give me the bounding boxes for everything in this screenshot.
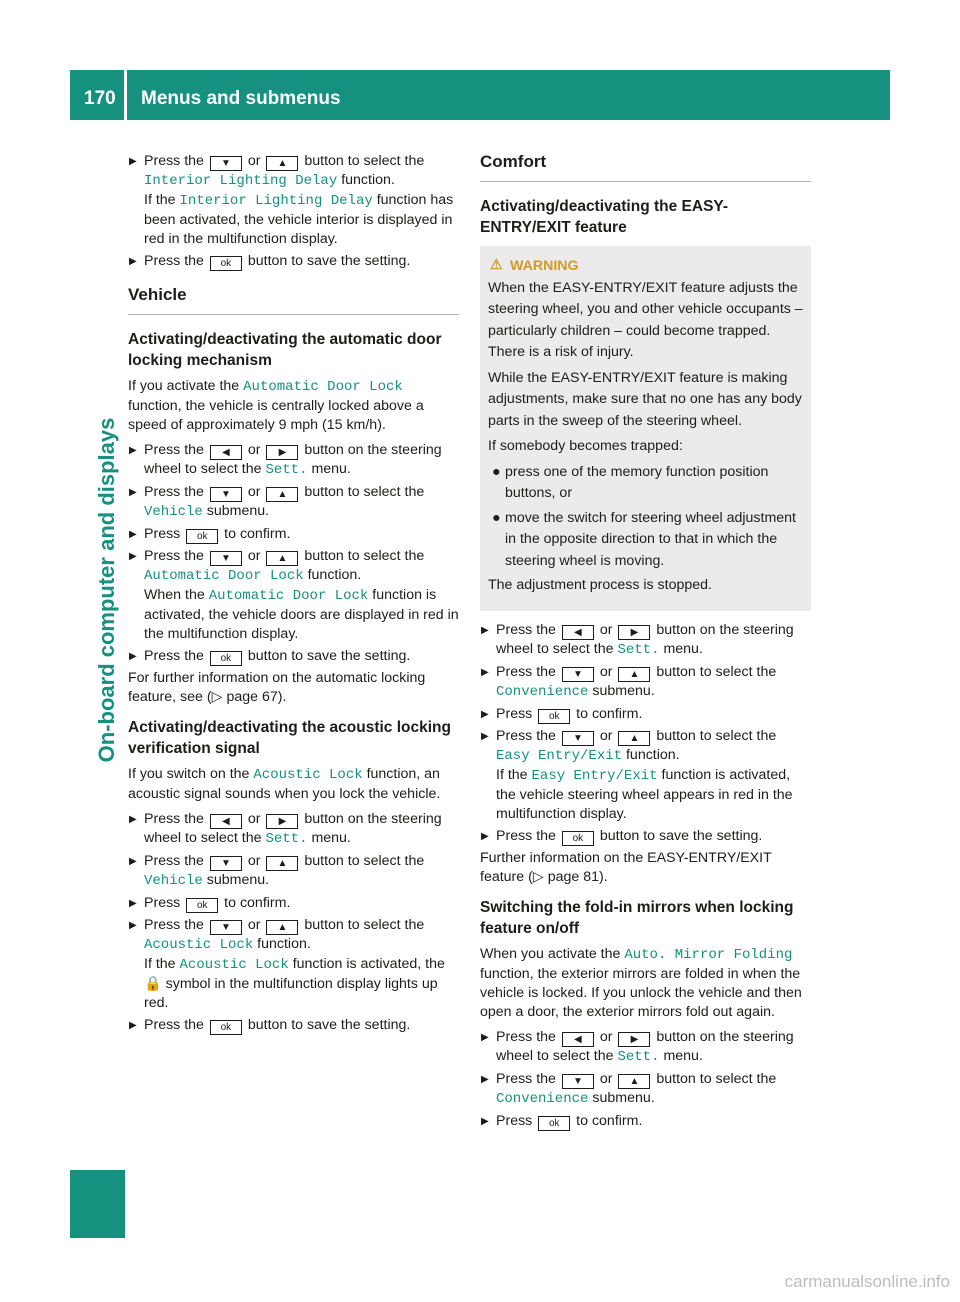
step: ▶ Press the ok button to save the setting.: [129, 648, 411, 664]
subsection-title: Activating/deactivating the acoustic locking verification signal: [128, 719, 451, 757]
chapter-label: On-board computer and displays: [94, 417, 119, 763]
arrow-icon: ▶: [481, 1115, 489, 1127]
left-column: [128, 152, 459, 1038]
right-key-icon: ▶: [618, 1032, 650, 1047]
arrow-icon: ▶: [481, 830, 489, 842]
step: ▶ Press ok to confirm.: [481, 1112, 643, 1129]
arrow-icon: ▶: [129, 856, 137, 867]
down-key-icon: ▼: [562, 731, 594, 746]
warning-text: The adjustment process is stopped.: [488, 577, 712, 593]
right-key-icon: ▶: [618, 625, 650, 640]
step: ▶ Press the ▼ or ▲ button to select the Vehicle submenu.: [129, 484, 425, 520]
header-divider: [124, 70, 127, 120]
ok-key-icon: ok: [210, 651, 242, 666]
arrow-icon: ▶: [481, 624, 489, 636]
up-key-icon: ▲: [618, 731, 650, 746]
paragraph: If you activate the Automatic Door Lock function, the vehicle is centrally locked above a speed of approximately 9 mph (15 km/h).: [128, 378, 424, 433]
step: ▶ Press the ◀ or ▶ button on the steering wheel to select the Sett. menu.: [129, 811, 442, 847]
step: ▶ Press the ▼ or ▲ button to select the Easy Entry/Exit function. If the Easy Entry/Exit function is activated, the vehicle steering wheel appears in red in the multifunction display.: [481, 727, 793, 822]
arrow-icon: ▶: [129, 487, 137, 498]
up-key-icon: ▲: [266, 856, 298, 871]
left-key-icon: ◀: [210, 814, 242, 829]
step: ▶ Press ok to confirm.: [129, 526, 291, 542]
list-item: ● move the switch for steering wheel adjustment in the opposite direction to that in which the steering wheel is moving.: [492, 509, 796, 569]
ok-key-icon: ok: [186, 529, 218, 544]
step: ▶ Press the ▼ or ▲ button to select the Convenience submenu.: [481, 1070, 777, 1107]
right-key-icon: ▶: [266, 445, 298, 460]
ok-key-icon: ok: [210, 256, 242, 271]
page-title: Menus and submenus: [141, 88, 341, 109]
warning-text: While the EASY-ENTRY/EXIT feature is making adjustments, make sure that no one has any body parts in the sweep of the steering wheel.: [488, 369, 802, 429]
warning-heading: WARNING: [510, 258, 579, 274]
chapter-marker: [70, 1170, 125, 1238]
step: ▶ Press the ▼ or ▲ button to select the Convenience submenu.: [481, 663, 777, 700]
subsection-title: Activating/deactivating the automatic door locking mechanism: [128, 331, 442, 369]
step: ▶ Press the ◀ or ▶ button on the steering wheel to select the Sett. menu.: [481, 621, 794, 658]
warning-text: If somebody becomes trapped:: [488, 438, 683, 454]
down-key-icon: ▼: [210, 856, 242, 871]
right-key-icon: ▶: [266, 814, 298, 829]
up-key-icon: ▲: [266, 920, 298, 935]
divider: [480, 181, 811, 182]
right-column: [480, 152, 811, 1134]
down-key-icon: ▼: [210, 551, 242, 566]
step: ▶ Press the ▼ or ▲ button to select the Vehicle submenu.: [129, 853, 425, 889]
menu-item-code: Interior Lighting Delay: [144, 173, 338, 189]
arrow-icon: ▶: [481, 666, 489, 678]
step: ▶ Press the ▼ or ▲ button to select the Acoustic Lock function. If the Acoustic Lock function is activated, the 🔒 symbol in the multifunction display lights up red.: [129, 917, 445, 1011]
arrow-icon: ▶: [481, 1073, 489, 1085]
arrow-icon: ▶: [481, 708, 489, 720]
up-key-icon: ▲: [618, 1074, 650, 1089]
subsection-title: Activating/deactivating the EASY-ENTRY/EXIT feature: [480, 198, 729, 236]
left-key-icon: ◀: [210, 445, 242, 460]
ok-key-icon: ok: [210, 1020, 242, 1035]
warning-text: When the EASY-ENTRY/EXIT feature adjusts the steering wheel, you and other vehicle occupants – particularly children – could become trapped. There is a risk of injury.: [488, 279, 803, 360]
step: ▶ Press the ▼ or ▲ button to select the Interior Lighting Delay function. If the Interior Lighting Delay function has been activated, the vehicle interior is displayed in red in the multifunction display.: [129, 153, 454, 247]
up-key-icon: ▲: [266, 487, 298, 502]
up-key-icon: ▲: [618, 667, 650, 682]
arrow-icon: ▶: [129, 1020, 137, 1031]
ok-key-icon: ok: [186, 898, 218, 913]
ok-key-icon: ok: [562, 831, 594, 846]
step: ▶ Press the ok button to save the setting.: [129, 253, 411, 269]
arrow-icon: ▶: [129, 920, 137, 931]
arrow-icon: ▶: [129, 529, 137, 540]
down-key-icon: ▼: [210, 156, 242, 171]
down-key-icon: ▼: [562, 1074, 594, 1089]
paragraph: When you activate the Auto. Mirror Folding function, the exterior mirrors are folded in when the vehicle is locked. If you unlock the vehicle and then open a door, the exterior mirrors fold out again.: [480, 945, 802, 1020]
arrow-icon: ▶: [481, 1031, 489, 1043]
warning-box: [480, 246, 811, 611]
step: ▶ Press ok to confirm.: [481, 705, 643, 722]
up-key-icon: ▲: [266, 156, 298, 171]
arrow-icon: ▶: [129, 156, 137, 167]
up-key-icon: ▲: [266, 551, 298, 566]
step: ▶ Press the ◀ or ▶ button on the steering wheel to select the Sett. menu.: [129, 442, 442, 478]
paragraph: Further information on the EASY-ENTRY/EXIT feature (▷ page 81).: [480, 849, 772, 885]
section-title: Vehicle: [128, 285, 187, 304]
ok-key-icon: ok: [538, 709, 570, 724]
ok-key-icon: ok: [538, 1116, 570, 1131]
page-number: 170: [84, 88, 116, 109]
arrow-icon: ▶: [129, 814, 137, 825]
step: ▶ Press the ok button to save the setting.: [129, 1017, 411, 1033]
lock-icon: 🔒: [144, 976, 162, 992]
subsection-title: Switching the fold-in mirrors when locking feature on/off: [480, 898, 794, 937]
arrow-icon: ▶: [129, 651, 137, 662]
warning-icon: ⚠: [490, 257, 503, 273]
arrow-icon: ▶: [129, 551, 137, 562]
arrow-icon: ▶: [481, 730, 489, 742]
step: ▶ Press the ▼ or ▲ button to select the Automatic Door Lock function. When the Automatic Door Lock function is activated, the vehicle doors are displayed in red in the multifunction display.: [129, 548, 459, 642]
paragraph: For further information on the automatic locking feature, see (▷ page 67).: [128, 670, 426, 705]
divider: [128, 314, 459, 315]
arrow-icon: ▶: [129, 256, 137, 267]
left-key-icon: ◀: [562, 625, 594, 640]
arrow-icon: ▶: [129, 898, 137, 909]
watermark: carmanualsonline.info: [784, 1272, 950, 1291]
paragraph: If you switch on the Acoustic Lock function, an acoustic signal sounds when you lock the vehicle.: [128, 766, 441, 802]
down-key-icon: ▼: [562, 667, 594, 682]
down-key-icon: ▼: [210, 487, 242, 502]
section-title: Comfort: [480, 152, 547, 171]
down-key-icon: ▼: [210, 920, 242, 935]
step: ▶ Press the ◀ or ▶ button on the steering wheel to select the Sett. menu.: [481, 1028, 794, 1065]
left-key-icon: ◀: [562, 1032, 594, 1047]
arrow-icon: ▶: [129, 445, 137, 456]
step: ▶ Press ok to confirm.: [129, 895, 291, 911]
step: ▶ Press the ok button to save the setting.: [481, 827, 763, 844]
list-item: ● press one of the memory function position buttons, or: [492, 463, 769, 501]
